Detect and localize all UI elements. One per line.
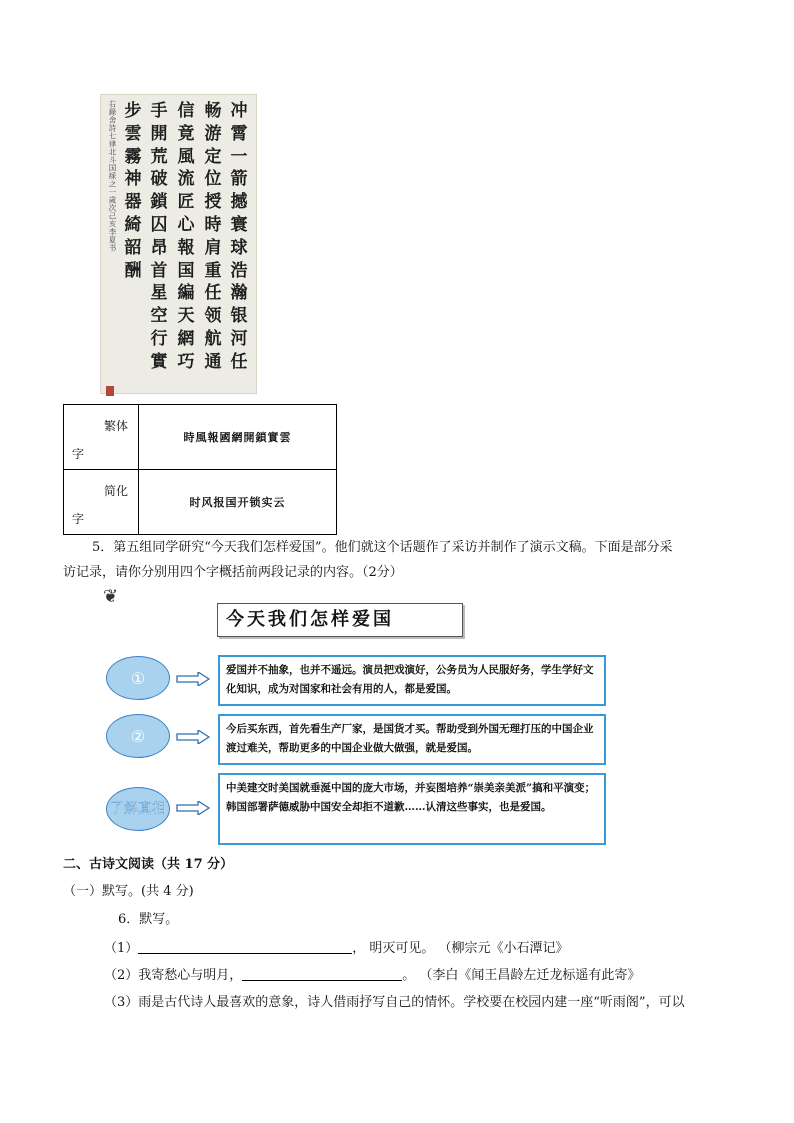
blank-line-2[interactable] (242, 980, 402, 981)
character-table (63, 404, 337, 535)
question-5-line-1: 5．第五组同学研究“今天我们怎样爱国”。他们就这个话题作了采访并制作了演示文稿。下面是部分采 (92, 540, 673, 555)
arrow-right-icon (176, 730, 210, 744)
section-2-heading: 二、古诗文阅读（共 17 分） (63, 857, 234, 872)
fill-item-1 (104, 940, 569, 958)
calligraphy-inscription: 右錄舍詩七律北斗国綵之一歲次己亥李夏书 (108, 100, 117, 252)
fill-item-3: （3）雨是古代诗人最喜欢的意象，诗人借雨抒写自己的情怀。学校要在校园内建一座“听雨阁”，可以 (104, 995, 685, 1010)
slide-title: 今天我们怎样爱国 (217, 603, 463, 637)
table-row (64, 470, 337, 535)
oval-label-3: 了解真相 (106, 787, 170, 831)
arrow-right-icon (176, 672, 210, 686)
row-header-top: 繁体 (104, 419, 129, 433)
row-header-bottom: 字 (72, 512, 85, 526)
fill-item-1-text: ， 明灭可见。 （柳宗元《小石潭记》 (352, 941, 569, 956)
blank-line-1[interactable] (138, 953, 352, 954)
row-value: 時風報國網開鎖實雲 (139, 405, 337, 470)
calligraphy-column-d: 手 開 荒 破 鎖 囚 昂 首 星 空 行 實 (150, 101, 168, 372)
arrow-right-icon (176, 801, 210, 815)
red-seal-stamp (106, 386, 114, 396)
calligraphy-column-b: 畅 游 定 位 授 時 肩 重 任 领 航 通 (204, 101, 222, 372)
butterfly-decoration-icon: ❦ (103, 586, 119, 607)
record-box-1: 爱国并不抽象，也并不遥远。演员把戏演好，公务员为人民服好务，学生学好文化知识，成为对国家和社会有用的人，都是爱国。 (218, 655, 606, 706)
calligraphy-scroll (100, 94, 257, 394)
row-header-top: 简化 (104, 484, 129, 498)
fill-item-2-text-b: 。 （李白《闻王昌龄左迁龙标遥有此寄》 (402, 968, 641, 983)
record-box-2: 今后买东西，首先看生产厂家，是国货才买。帮助受到外国无理打压的中国企业渡过难关，帮助更多的中国企业做大做强，就是爱国。 (218, 714, 606, 765)
row-header-bottom: 字 (72, 447, 85, 461)
calligraphy-column-e: 步 雲 霧 神 器 綺 韶 酬 (124, 101, 142, 281)
section-2-subheading: （一）默写。(共 4 分) (63, 884, 194, 899)
oval-label-2: ② (106, 714, 170, 758)
oval-label-1: ① (106, 656, 170, 700)
row-header (64, 470, 139, 535)
record-box-3: 中美建交时美国就垂涎中国的庞大市场，并妄图培养“崇美亲美派”搞和平演变；韩国部署萨德威胁中国安全却拒不道歉……认清这些事实，也是爱国。 (218, 773, 606, 845)
question-5-line-2: 访记录，请你分别用四个字概括前两段记录的内容。（2分） (63, 565, 403, 580)
row-header (64, 405, 139, 470)
fill-item-2 (104, 967, 640, 985)
fill-item-1-number: （1） (104, 941, 139, 956)
row-value: 时风报国开锁实云 (139, 470, 337, 535)
calligraphy-column-c: 信 竟 風 流 匠 心 報 国 編 天 網 巧 (177, 101, 195, 372)
table-row (64, 405, 337, 470)
fill-item-2-text-a: （2）我寄愁心与明月， (104, 968, 243, 983)
calligraphy-column-a: 冲 霄 一 箭 撼 寰 球 浩 瀚 银 河 任 (230, 101, 248, 372)
question-6: 6．默写。 (118, 912, 179, 927)
